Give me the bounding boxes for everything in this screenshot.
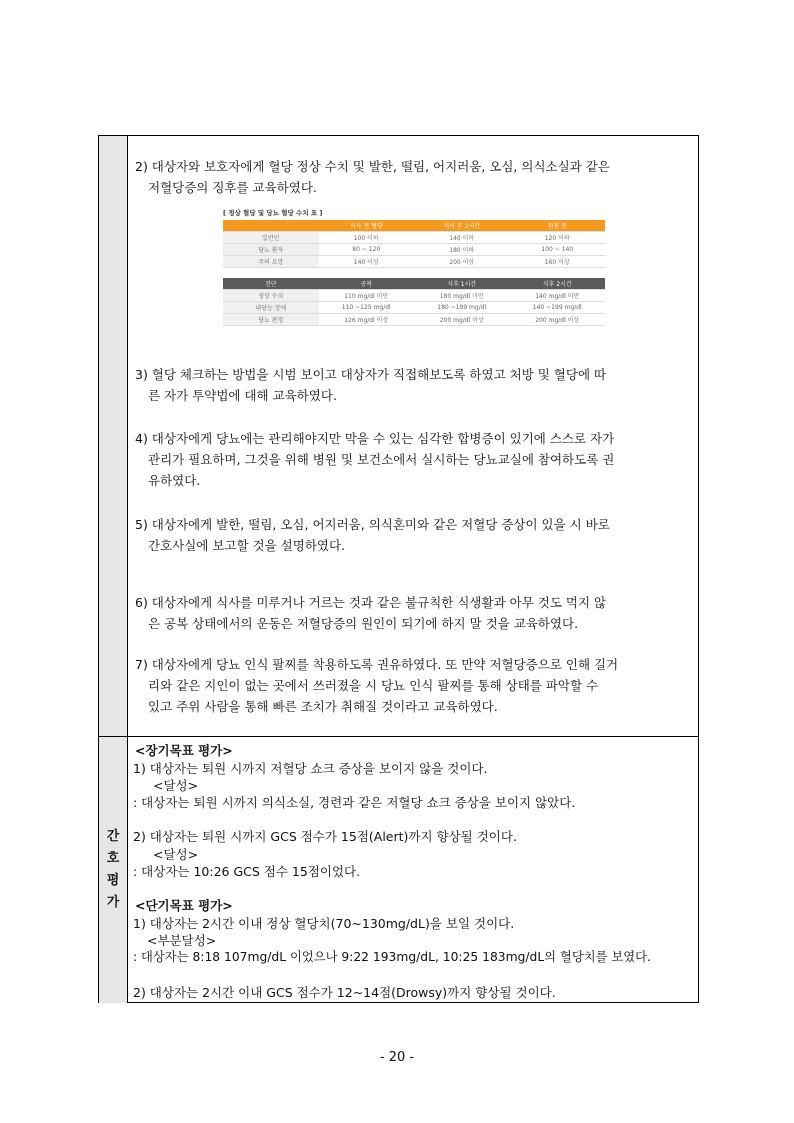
intervention-item-3: 3) 혈당 체크하는 방법을 시범 보이고 대상자가 직접해보도록 하였고 처방 및 혈당에 따 른 자가 투약법에 대해 교육하였다. [135, 367, 607, 403]
table-row: 일반인 100 이하 140 이하 120 이하 [223, 232, 605, 244]
long-goal-1: 1) 대상자는 퇴원 시까지 저혈당 쇼크 증상을 보이지 않을 것이다. [133, 761, 488, 776]
long-goal-2-result: : 대상자는 10:26 GCS 점수 15점이었다. [133, 864, 361, 879]
status-badge: <달성> [153, 847, 199, 862]
care-table [98, 135, 699, 1003]
intervention-item-2: 2) 대상자와 보호자에게 혈당 정상 수치 및 발한, 떨림, 어지러움, 오심, 의식소실과 같은 저혈당증의 징후를 교육하였다. [135, 159, 610, 195]
long-term-title: <장기목표 평가> [135, 743, 233, 758]
status-badge: <달성> [153, 778, 199, 793]
figure-table-1: 식사 전 혈당 식사 후 2시간 취침 전 일반인 100 이하 140 이하 120 이하 당뇨 환자 80 ~ 120 180 이하 100 ~ 140 주의 요망 140 이상 200 이상 160 이상 [223, 220, 605, 268]
status-badge: <부분달성> [147, 933, 217, 948]
evaluation-label: 간 호 평 가 [106, 829, 120, 910]
intervention-item-6: 6) 대상자에게 식사를 미루거나 거르는 것과 같은 불규칙한 식생활과 아무 것도 먹지 않 은 공복 상태에서의 운동은 저혈당증의 원인이 되기에 하지 말 것을 교육하였다. [135, 595, 607, 631]
intervention-item-4: 4) 대상자에게 당뇨에는 관리해야지만 막을 수 있는 심각한 합병증이 있기에 스스로 자가 관리가 필요하며, 그것을 위해 병원 및 보건소에서 실시하는 당뇨교실에 참여하도록 권 유하였다. [135, 431, 615, 488]
side-column-top [99, 136, 128, 736]
row-divider [99, 736, 698, 737]
figure-caption: [ 정상 혈당 및 당뇨 혈당 수치 표 ] [223, 209, 323, 217]
table-row: 당뇨 판정 126 mg/dl 이상 200 mg/dl 이상 200 mg/dl 이상 [223, 314, 605, 326]
short-goal-1: 1) 대상자는 2시간 이내 정상 혈당치(70~130mg/dL)을 보일 것이다. [133, 916, 515, 931]
figure-table-2: 진단 공복 식후 1시간 식후 2시간 정상 수치 110 mg/dl 미만 180 mg/dl 미만 140 mg/dl 미만 내당능 장애 110 ~125 mg/dl 180 ~199 mg/dl 140 ~199 mg/dl 당뇨 판정 126 mg/dl 이상 200 mg/dl 이상 200 mg/dl 이상 [223, 278, 605, 326]
table-row: 내당능 장애 110 ~125 mg/dl 180 ~199 mg/dl 140 ~199 mg/dl [223, 302, 605, 314]
short-goal-2: 2) 대상자는 2시간 이내 GCS 점수가 12~14점(Drowsy)까지 향상될 것이다. [133, 985, 556, 1000]
table-row: 정상 수치 110 mg/dl 미만 180 mg/dl 미만 140 mg/dl 미만 [223, 290, 605, 302]
short-goal-1-result: : 대상자는 8:18 107mg/dL 이었으나 9:22 193mg/dL, 10:25 183mg/dL의 혈당치를 보였다. [133, 950, 651, 964]
page-number: - 20 - [379, 1050, 415, 1065]
blood-sugar-figure [223, 208, 605, 332]
long-goal-1-result: : 대상자는 퇴원 시까지 의식소실, 경련과 같은 저혈당 쇼크 증상을 보이지 않았다. [133, 795, 576, 810]
long-goal-2: 2) 대상자는 퇴원 시까지 GCS 점수가 15점(Alert)까지 향상될 것이다. [133, 829, 517, 844]
intervention-item-5: 5) 대상자에게 발한, 떨림, 오심, 어지러움, 의식혼미와 같은 저혈당 증상이 있을 시 바로 간호사실에 보고할 것을 설명하였다. [135, 517, 610, 553]
table-row: 주의 요망 140 이상 200 이상 160 이상 [223, 256, 605, 268]
short-term-title: <단기목표 평가> [135, 898, 233, 913]
table-row: 당뇨 환자 80 ~ 120 180 이하 100 ~ 140 [223, 244, 605, 256]
intervention-item-7: 7) 대상자에게 당뇨 인식 팔찌를 착용하도록 권유하였다. 또 만약 저혈당증으로 인해 길거 리와 같은 지인이 없는 곳에서 쓰러졌을 시 당뇨 인식 팔찌를 통해 상태를 파악할 수 있고 주위 사람을 통해 빠른 조치가 취해질 것이라고 교육하였다. [135, 657, 619, 714]
